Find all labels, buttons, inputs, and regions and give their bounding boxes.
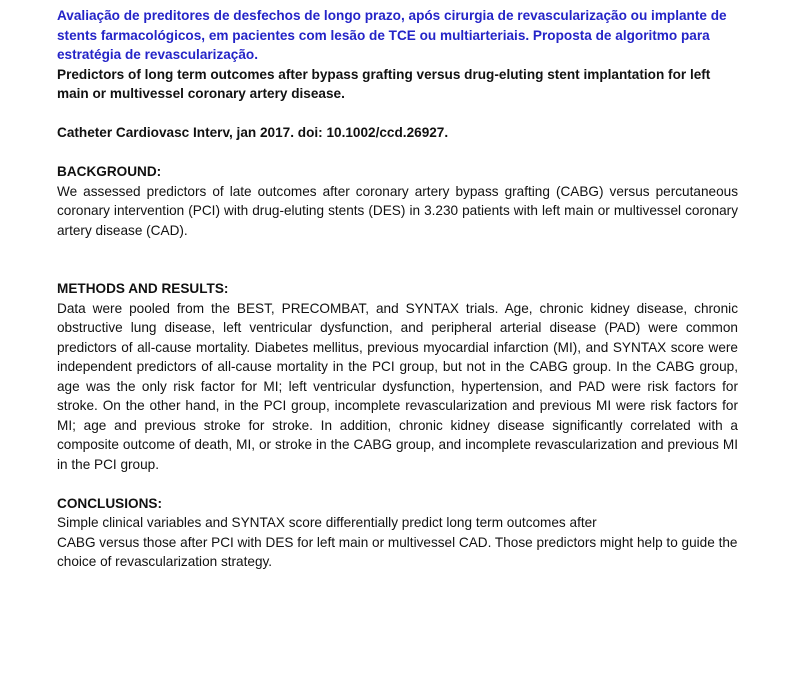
conclusions-section (57, 494, 738, 572)
conclusions-text-line2: CABG versus those after PCI with DES for left main or multivessel CAD. Those predictors might help to guide the choice of revascularization strategy. (57, 534, 738, 569)
title-portuguese: Avaliação de preditores de desfechos de longo prazo, após cirurgia de revascularização ou implante de stents farmacológicos, em pacientes com lesão de TCE ou multiarteriais. Proposta de algoritmo para estratégia de revascularização. (57, 8, 727, 62)
background-section (57, 162, 738, 240)
title-english: Predictors of long term outcomes after bypass grafting versus drug-eluting stent implantation for left main or multivessel coronary artery disease. (57, 66, 711, 101)
conclusions-text-line1: Simple clinical variables and SYNTAX score differentially predict long term outcomes after (57, 515, 597, 530)
background-text: We assessed predictors of late outcomes after coronary artery bypass grafting (CABG) versus percutaneous coronary intervention (PCI) with drug-eluting stents (DES) in 3.230 patients with left main or multivessel coronary artery disease (CAD). (57, 183, 738, 238)
methods-results-heading: METHODS AND RESULTS: (57, 281, 229, 296)
background-heading: BACKGROUND: (57, 164, 162, 179)
methods-results-section (57, 279, 738, 474)
methods-results-text: Data were pooled from the BEST, PRECOMBAT, and SYNTAX trials. Age, chronic kidney disease, chronic obstructive lung disease, left ventricular dysfunction, and peripheral arterial disease (PAD) were common predictors of all-cause mortality. Diabetes mellitus, previous myocardial infarction (MI), and SYNTAX score were independent predictors of all-cause mortality in the PCI group, but not in the CABG group. In the CABG group, age was the only risk factor for MI; left ventricular dysfunction, hypertension, and PAD were risk factors for stroke. On the other hand, in the PCI group, incomplete revascularization and previous MI were risk factors for MI; age and previous stroke for stroke. In addition, chronic kidney disease significantly correlated with a composite outcome of death, MI, or stroke in the CABG group, and incomplete revascularization and previous MI in the PCI group. (57, 300, 738, 472)
document-page (57, 6, 738, 572)
citation: Catheter Cardiovasc Interv, jan 2017. doi: 10.1002/ccd.26927. (57, 125, 449, 140)
conclusions-heading: CONCLUSIONS: (57, 495, 162, 511)
